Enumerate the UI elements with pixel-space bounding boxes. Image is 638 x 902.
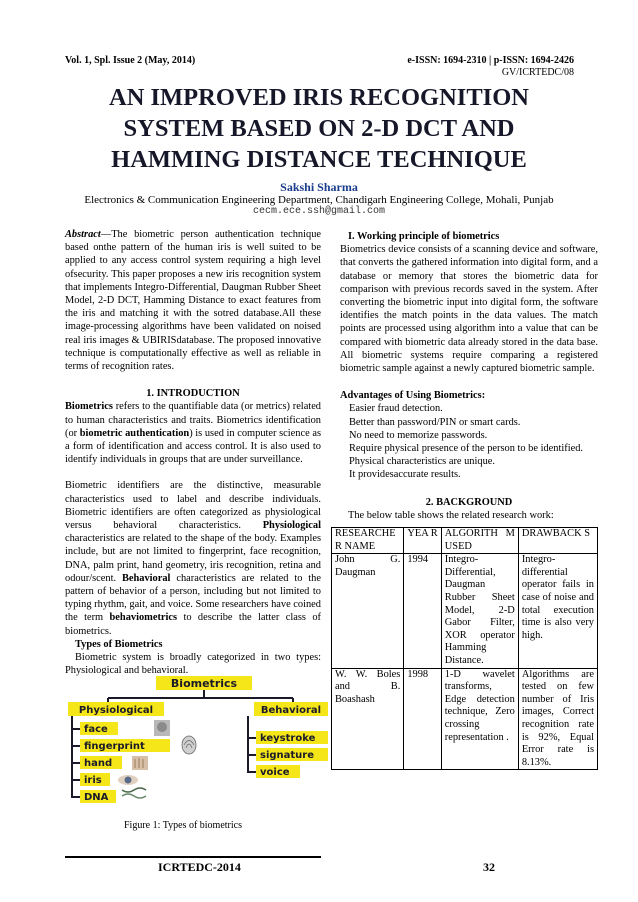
title-line: HAMMING DISTANCE TECHNIQUE [111, 146, 527, 173]
paper-title [40, 82, 598, 175]
text-run: characteristics are related to the shape of the body. Examples include, but are not limited to fingerprint, face recognition, DNA, palm print, hand geometry, iris recognition, retina and odour/scent. [65, 533, 321, 584]
background-intro: The below table shows the related research work: [348, 509, 554, 521]
bold-term: biometric authentication [79, 427, 190, 439]
advantages-heading: Advantages of Using Biometrics: [340, 390, 486, 402]
background-heading: 2. BACKGROUND [425, 496, 513, 508]
figure-item-fingerprint: fingerprint [84, 741, 145, 752]
table-header-cell: ALGORITH M USED [441, 528, 518, 554]
list-item: Better than password/PIN or smart cards. [349, 416, 521, 428]
bold-term: behaviometrics [109, 612, 178, 624]
affiliation: Electronics & Communication Engineering Department, Chandigarh Engineering College, Mohali, Punjab [84, 194, 554, 206]
left-column [65, 228, 321, 678]
table-header-row [332, 528, 598, 554]
figure-item-face: face [84, 724, 108, 735]
figure-behavioral-label: Behavioral [260, 705, 322, 716]
table-cell: 1998 [404, 668, 441, 770]
research-table [331, 527, 598, 770]
right-column [340, 230, 598, 522]
text-run: refers to the quantifiable data (or metrics) related to human characteristics and traits. Biometrics identification (or [65, 401, 321, 439]
title-line: AN IMPROVED IRIS RECOGNITION [109, 84, 529, 111]
list-item: It providesaccurate results. [349, 469, 461, 481]
author-email: cecm.ece.ssh@gmail.com [252, 206, 386, 217]
journal-volume: Vol. 1, Spl. Issue 2 (May, 2014) [65, 55, 196, 66]
page-number: 32 [483, 860, 495, 874]
biometrics-figure [68, 676, 328, 804]
table-row [332, 554, 598, 668]
advantages-list [340, 402, 598, 481]
bold-term: Biometrics [65, 401, 113, 413]
table-cell: W. W. Boles and B. Boashash [332, 668, 404, 770]
iris-image [125, 777, 132, 784]
working-text: Biometrics device consists of a scanning device and software, that converts the gathered information into digital form, and a database or memory that stores the biometric data for comparison with previous records saved in the system. After converting the biometric input into digital form, the software identifies the match points in the data values. The match points are processed using algorithm into a value that can be compared with biometric data already stored in the data base. All biometric systems require comparing a registered biometric sample against a newly captured biometric sample. [340, 244, 598, 375]
text-run: ) is used in computer science as a form of identification and access control. It is also used to identify individuals in groups that are under surveillance. [65, 427, 321, 466]
text-run: Biometric identifiers are the distinctive, measurable characteristics used to label and describe individuals. Biometric identifiers are often categorized as physiological versus behavioral characteristics. [65, 480, 321, 532]
figure-physiological-label: Physiological [78, 705, 154, 716]
intro-paragraph-2 [65, 479, 321, 637]
figure-item-iris: iris [84, 775, 102, 786]
intro-heading: 1. INTRODUCTION [146, 388, 240, 400]
types-text: Biometric system is broadly categorized in two types: Physiological and behavioral. [65, 652, 321, 677]
paper-code: GV/ICRTEDC/08 [501, 67, 574, 78]
abstract [65, 228, 321, 373]
table-cell: 1-D wavelet transforms, Edge detection technique, Zero crossing representation . [441, 668, 518, 770]
list-item: No need to memorize passwords. [349, 429, 488, 441]
figure-item-signature: signature [260, 750, 315, 761]
hand-image [132, 756, 148, 770]
table-header-cell: YEA R [404, 528, 441, 554]
table-cell: Algorithms are tested on few number of Iris images, Correct recognition rate is 92%, Equal Error rate is 8.13%. [518, 668, 597, 770]
footer-divider [65, 856, 321, 858]
list-item: Easier fraud detection. [349, 403, 443, 415]
bold-term: Physiological [262, 520, 321, 532]
types-heading: Types of Biometrics [75, 638, 163, 650]
text-run: characteristics are related to the pattern of behavior of a person, including but not limited to typing rhythm, gait, and voice. Some researchers have coined the term [65, 572, 321, 624]
face-image [157, 722, 167, 732]
table-cell: 1994 [404, 554, 441, 668]
text-run: to describe the latter class of biometrics. [65, 612, 321, 637]
figure-item-keystroke: keystroke [260, 733, 316, 744]
title-line: SYSTEM BASED ON 2-D DCT AND [123, 115, 515, 142]
figure-root-label: Biometrics [170, 677, 238, 690]
abstract-label: Abstract [65, 229, 101, 240]
table-header-cell: RESEARCHE R NAME [332, 528, 404, 554]
table-header-cell: DRAWBACK S [518, 528, 597, 554]
table-cell: Integro-differential operator fails in case of noise and total execution time is also very high. [518, 554, 597, 668]
issn-info: e-ISSN: 1694-2310 | p-ISSN: 1694-2426 [407, 55, 574, 66]
abstract-text: —The biometric person authentication technique based onthe pattern of the human iris is well suited to be applied to any access control system requiring a high level ofsecurity. This paper proposes a new iris recognition system that implements Integro-Differential, Daugman Rubber Sheet Model, 2-D DCT, Hamming Distance to exact features from the iris and matching it with the sotred database.All these image-processing algorithms have been validated on noised real iris images & UBIRISdatabase. The proposed innovative technique is computationally effective as well as reliable in terms of recognition rates. [65, 229, 321, 373]
conference-name: ICRTEDC-2014 [158, 860, 241, 874]
author-name: Sakshi Sharma [280, 180, 358, 194]
figure-item-voice: voice [260, 767, 290, 778]
list-item: Require physical presence of the person to be identified. [349, 443, 583, 455]
figure-item-dna: DNA [84, 792, 109, 803]
table-cell: Integro-Differential, Daugman Rubber Sheet Model, 2-D Gabor Filter, XOR operator Hamming Distance. [441, 554, 518, 668]
table-row [332, 668, 598, 770]
figure-item-hand: hand [84, 758, 113, 769]
list-item: Physical characteristics are unique. [349, 456, 495, 468]
table-cell: John G. Daugman [332, 554, 404, 668]
figure-caption: Figure 1: Types of biometrics [124, 820, 242, 831]
bold-term: Behavioral [121, 572, 171, 584]
intro-paragraph-1 [65, 400, 321, 466]
working-heading: I. Working principle of biometrics [348, 231, 500, 242]
